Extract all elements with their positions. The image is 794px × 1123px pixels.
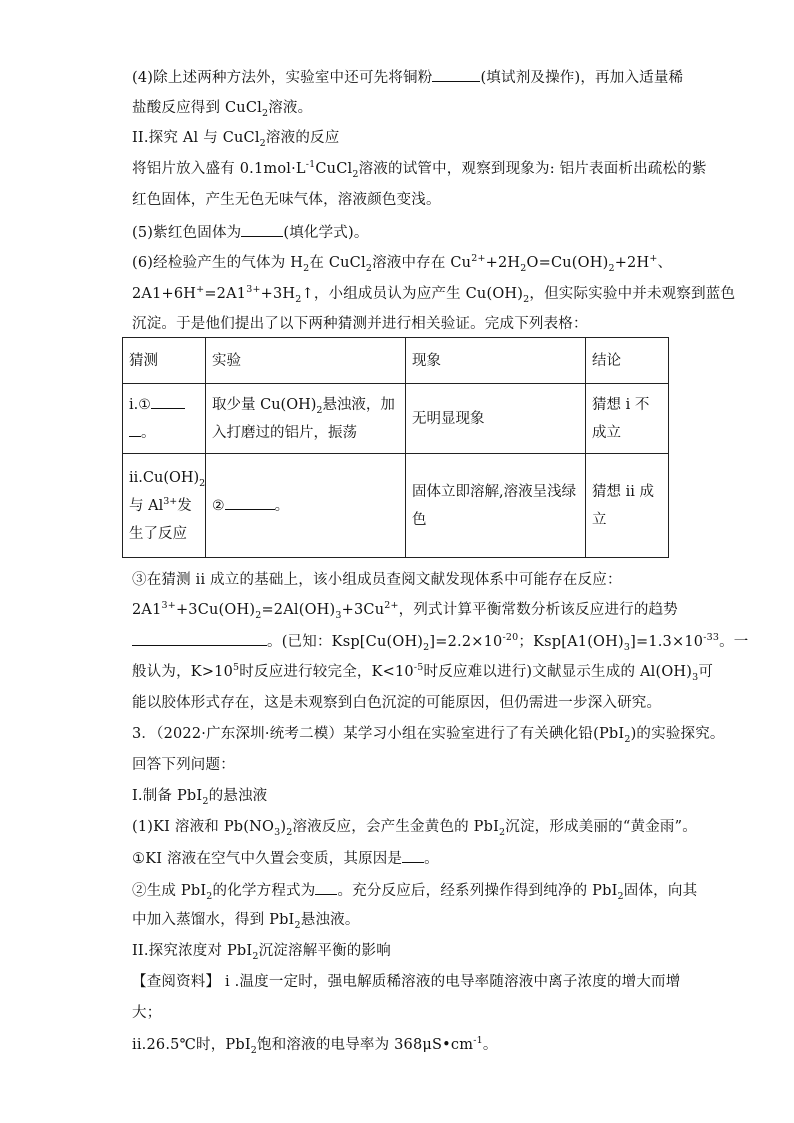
text: =2Al(OH) <box>261 602 336 618</box>
superscript: -1 <box>473 1035 483 1047</box>
subscript: 3 <box>692 671 699 683</box>
subscript: 3 <box>335 609 342 621</box>
text: 悬浊液，加入打磨过的铝片，振荡 <box>212 396 395 441</box>
text: 。(已知：Ksp[Cu(OH) <box>267 634 424 650</box>
subscript: 2 <box>294 919 301 931</box>
text: ) <box>280 819 287 835</box>
experiment-cell <box>206 454 406 558</box>
q6c-line-3 <box>132 631 749 653</box>
section-heading <box>132 786 672 806</box>
subscript: 2 <box>365 262 373 274</box>
reference-line-2: 大； <box>132 1005 162 1021</box>
reference-line-3 <box>132 1035 672 1055</box>
table-row <box>123 454 669 558</box>
section-heading <box>132 128 672 148</box>
subscript: 2 <box>499 826 506 838</box>
answer-blank[interactable] <box>315 880 337 895</box>
q6-line-3: 沉淀。于是他们提出了以下两种猜测并进行相关验证。完成下列表格： <box>132 316 588 332</box>
circled-number: ① <box>138 396 151 413</box>
text: 固体，向其 <box>623 883 698 899</box>
text: 2A1+6H <box>132 286 197 302</box>
text: ，但实际实验中并未观察到蓝色 <box>529 286 736 302</box>
q4-line-1 <box>132 67 684 88</box>
q3-p1 <box>132 817 697 838</box>
subscript: 2 <box>206 890 213 902</box>
text: 悬浊液。 <box>300 912 360 928</box>
text: +3Cu <box>341 602 385 618</box>
text: )的实验探究。 <box>630 726 725 742</box>
text: +2H <box>485 255 521 271</box>
q3-p3 <box>132 880 698 902</box>
superscript: 2+ <box>384 600 399 612</box>
text: +3H <box>260 286 296 302</box>
conclusion-cell: 猜想 ii 成立 <box>586 454 669 558</box>
text: 溶液反应，会产生金黄色的 PbI <box>292 819 500 835</box>
text: (填试剂及操作)，再加入适量稀 <box>480 70 684 86</box>
text: 、 <box>657 255 673 271</box>
text: =2A1 <box>204 286 247 302</box>
answer-blank[interactable] <box>132 631 267 646</box>
subscript: 2 <box>423 641 430 653</box>
text: +2H <box>614 255 650 271</box>
guess-cell <box>123 384 206 454</box>
text: 溶液的试管中，观察到现象为: 铝片表面析出疏松的紫 <box>358 161 707 177</box>
text: 中加入蒸馏水，得到 PbI <box>132 912 295 928</box>
text: ；Ksp[A1(OH) <box>518 634 624 650</box>
superscript: -33 <box>703 632 720 644</box>
superscript: -1 <box>305 159 316 171</box>
text: 溶液的反应 <box>265 130 340 146</box>
subscript: 3 <box>623 641 631 653</box>
text: 取少量 Cu(OH) <box>212 396 317 413</box>
text: 时反应进行较完全，K<10 <box>239 664 414 680</box>
header-cell: 结论 <box>586 338 669 384</box>
text: 的悬浊液 <box>208 788 268 804</box>
subscript: 2 <box>250 1044 258 1056</box>
q6-line-2 <box>132 284 736 305</box>
text: 可 <box>698 664 714 680</box>
text: 与 Al <box>129 497 164 514</box>
observation-line-2: 红色固体，产生无色无味气体，溶液颜色变浅。 <box>132 192 441 208</box>
guess-cell <box>123 454 206 558</box>
superscript: 3+ <box>163 495 178 507</box>
q3-p4 <box>132 910 672 930</box>
superscript: + <box>196 284 205 296</box>
table-header-row <box>123 338 669 384</box>
header-cell: 实验 <box>206 338 406 384</box>
subscript: 2 <box>252 950 259 962</box>
section-heading <box>132 941 672 961</box>
reference-line-1: 【查阅资料】 i .温度一定时，强电解质稀溶液的电导率随溶液中离子浓度的增大而增 <box>132 974 681 990</box>
text: 。 <box>274 497 290 514</box>
text: II.探究 Al 与 CuCl <box>132 130 260 146</box>
answer-blank[interactable] <box>151 394 185 409</box>
text: (1)KI 溶液和 Pb(NO <box>132 819 275 835</box>
subscript: 2 <box>261 107 269 119</box>
superscript: 5 <box>233 662 240 674</box>
subscript: 3 <box>274 826 281 838</box>
text: (4)除上述两种方法外，实验室中还可先将铜粉 <box>132 70 433 86</box>
header-cell: 猜测 <box>123 338 206 384</box>
subscript: 2 <box>520 262 527 274</box>
answer-blank[interactable] <box>432 67 480 82</box>
superscript: -20 <box>502 632 519 644</box>
q6c-line-4 <box>132 662 714 683</box>
observation-cell: 固体立即溶解,溶液呈浅绿色 <box>406 454 586 558</box>
text: 溶液。 <box>268 100 313 116</box>
text: 。 <box>482 1037 498 1053</box>
text: 发生了反应 <box>129 497 192 542</box>
subscript: 2 <box>316 404 323 416</box>
subscript: 2 <box>352 168 359 180</box>
subscript: 2 <box>617 890 624 902</box>
q6c-line-1: ③在猜测 ii 成立的基础上，该小组成员查阅文献发现体系中可能存在反应： <box>132 572 622 588</box>
q4-line-2 <box>132 98 672 118</box>
text: 。充分反应后，经系列操作得到纯净的 PbI <box>337 883 618 899</box>
circled-number: ② <box>212 497 225 514</box>
observation-line-1 <box>132 159 707 180</box>
observation-cell: 无明显现象 <box>406 384 586 454</box>
text: ]=1.3×10 <box>630 634 704 650</box>
subscript: 2 <box>255 609 262 621</box>
text: 2A1 <box>132 602 162 618</box>
text: (填化学式)。 <box>283 225 369 241</box>
superscript: 3+ <box>246 284 261 296</box>
text: 将铝片放入盛有 0.1mol·L <box>132 161 306 177</box>
superscript: 3+ <box>161 600 176 612</box>
text: ，列式计算平衡常数分析该反应进行的趋势 <box>398 602 678 618</box>
q3-line-1 <box>132 724 725 745</box>
text: 盐酸反应得到 CuCl <box>132 100 262 116</box>
subscript: 2 <box>202 795 209 807</box>
text: 时反应难以进行)文献显示生成的 Al(OH) <box>423 664 693 680</box>
answer-blank[interactable] <box>241 222 283 237</box>
q3-line-2: 回答下列问题： <box>132 757 235 773</box>
text: (5)紫红色固体为 <box>132 225 242 241</box>
text: 的化学方程式为 <box>212 883 316 899</box>
q6c-line-5: 能以胶体形式存在，这是未观察到白色沉淀的可能原因，但仍需进一步深入研究。 <box>132 695 662 711</box>
q5-line <box>132 222 672 243</box>
text: 。一 <box>719 634 749 650</box>
superscript: -5 <box>413 662 424 674</box>
text: 沉淀溶解平衡的影响 <box>258 943 391 959</box>
conclusion-cell: 猜想 i 不成立 <box>586 384 669 454</box>
superscript: + <box>649 253 658 265</box>
answer-blank[interactable] <box>402 848 424 863</box>
q3-p2 <box>132 848 672 869</box>
text: ii.Cu(OH) <box>129 469 200 486</box>
text: ii.26.5℃时，PbI <box>132 1037 251 1053</box>
text: ↑，小组成员认为应产生 Cu(OH) <box>301 286 524 302</box>
answer-blank[interactable] <box>225 495 275 510</box>
header-cell: 现象 <box>406 338 586 384</box>
experiment-table <box>122 337 669 558</box>
q6-line-1 <box>132 253 672 273</box>
text: II.探究浓度对 PbI <box>132 943 253 959</box>
text: 3．（2022·广东深圳·统考二模）某学习小组在实验室进行了有关碘化铅(PbI <box>132 726 625 742</box>
text: O=Cu(OH) <box>526 255 609 271</box>
text: (6)经检验产生的气体为 H <box>132 255 304 271</box>
text: 饱和溶液的电导率为 368μS•cm <box>257 1037 474 1053</box>
text: ②生成 PbI <box>132 883 207 899</box>
superscript: 2+ <box>471 253 486 265</box>
text: CuCl <box>315 161 353 177</box>
subscript: 2 <box>199 477 206 489</box>
subscript: 2 <box>608 262 615 274</box>
text: ]=2.2×10 <box>429 634 503 650</box>
text: 在 CuCl <box>309 255 366 271</box>
text: 般认为，K>10 <box>132 664 234 680</box>
text: +3Cu(OH) <box>175 602 256 618</box>
text: ①KI 溶液在空气中久置会变质，其原因是 <box>132 851 403 867</box>
subscript: 2 <box>295 293 302 305</box>
experiment-cell <box>206 384 406 454</box>
subscript: 2 <box>259 137 266 149</box>
text: 溶液中存在 Cu <box>372 255 472 271</box>
answer-blank[interactable] <box>129 422 141 437</box>
text: i. <box>129 396 139 413</box>
subscript: 2 <box>286 826 293 838</box>
table-row <box>123 384 669 454</box>
text: 沉淀，形成美丽的“黄金雨”。 <box>505 819 697 835</box>
subscript: 2 <box>624 733 631 745</box>
subscript: 2 <box>523 293 530 305</box>
q6c-line-2 <box>132 600 678 621</box>
text: 。 <box>424 851 439 867</box>
subscript: 2 <box>303 262 310 274</box>
text: I.制备 PbI <box>132 788 203 804</box>
text: 。 <box>141 424 156 441</box>
